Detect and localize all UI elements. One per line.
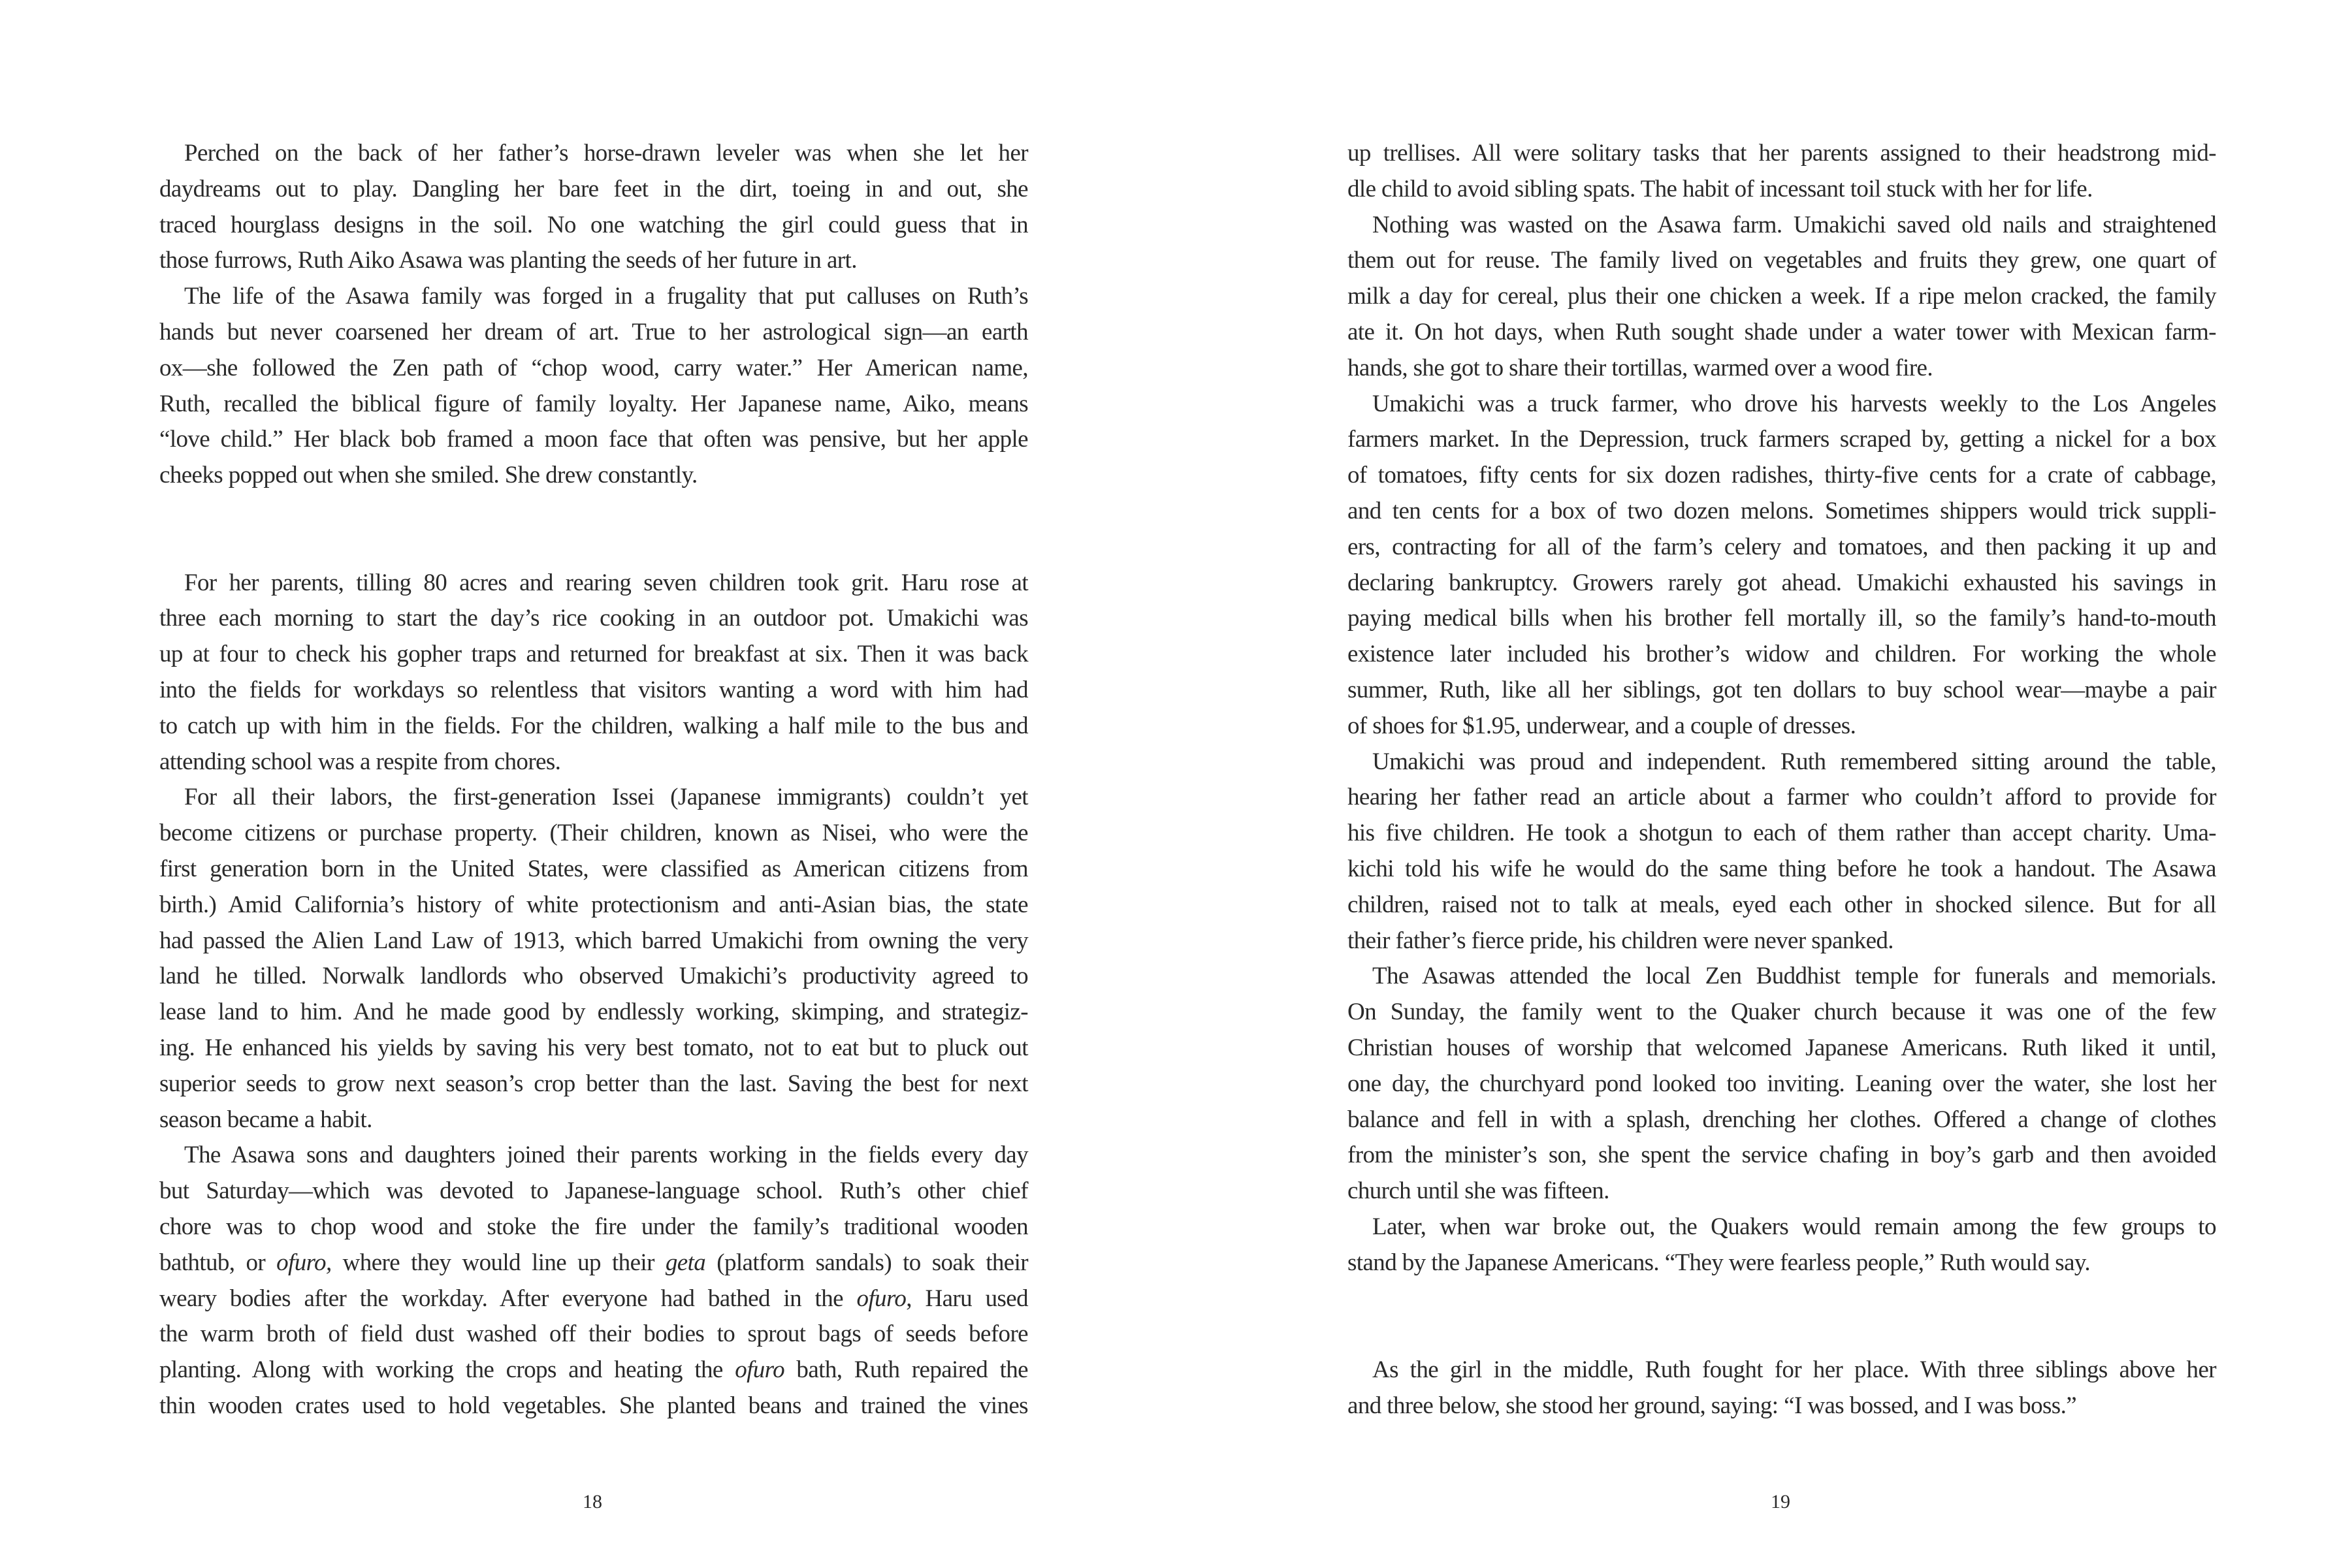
body-text-column xyxy=(1347,136,2216,1424)
section-break xyxy=(159,494,1028,530)
italic-term: ofuro xyxy=(856,1285,907,1312)
text-line: kichi told his wife he would do the same thing before he took a handout. The Asawa xyxy=(1347,855,2216,882)
text-line: superior seeds to grow next season’s crop better than the last. Saving the best for next xyxy=(159,1070,1028,1097)
paragraph-first-line: The life of the Asawa family was forged in a frugality that put calluses on Ruth’s xyxy=(184,283,1028,310)
text-line: of tomatoes, fifty cents for six dozen radishes, thirty-five cents for a crate of cabbage, xyxy=(1347,462,2216,489)
text-line: On Sunday, the family went to the Quaker church because it was one of the few xyxy=(1347,999,2216,1026)
text-run: planting. Along with working the crops and heating the xyxy=(159,1356,735,1384)
text-line xyxy=(159,1281,1028,1317)
text-line: balance and fell in with a splash, drenching her clothes. Offered a change of clothes xyxy=(1347,1106,2216,1133)
text-line: ing. He enhanced his yields by saving his very best tomato, not to eat but to pluck out xyxy=(159,1034,1028,1061)
text-line: three each morning to start the day’s rice cooking in an outdoor pot. Umakichi was xyxy=(159,605,1028,632)
page-number: 19 xyxy=(1771,1491,1790,1512)
text-line: had passed the Alien Land Law of 1913, which barred Umakichi from owning the very xyxy=(159,927,1028,954)
text-line: lease land to him. And he made good by endlessly working, skimping, and strategiz- xyxy=(159,999,1028,1026)
text-line: into the fields for workdays so relentless that visitors wanting a word with him had xyxy=(159,676,1028,703)
text-line: first generation born in the United States, were classified as American citizens from xyxy=(159,855,1028,882)
text-line: cheeks popped out when she smiled. She drew constantly. xyxy=(159,462,698,489)
text-line: chore was to chop wood and stoke the fire under the family’s traditional wooden xyxy=(159,1213,1028,1240)
section-break xyxy=(159,530,1028,566)
text-line xyxy=(159,1352,1028,1388)
text-line: become citizens or purchase property. (Their children, known as Nisei, who were the xyxy=(159,820,1028,847)
text-line: Ruth, recalled the biblical figure of family loyalty. Her Japanese name, Aiko, means xyxy=(159,390,1028,417)
text-run: (platform sandals) to soak their xyxy=(705,1249,1028,1276)
text-line: ox—she followed the Zen path of “chop wood, carry water.” Her American name, xyxy=(159,354,1028,381)
text-line: and ten cents for a box of two dozen melons. Sometimes shippers would trick suppli- xyxy=(1347,497,2216,524)
text-line: stand by the Japanese Americans. “They were fearless people,” Ruth would say. xyxy=(1347,1249,2091,1276)
text-line: up trellises. All were solitary tasks that her parents assigned to their headstrong mid- xyxy=(1347,140,2216,167)
paragraph-first-line: The Asawa sons and daughters joined their parents working in the fields every day xyxy=(184,1142,1028,1169)
text-line: birth.) Amid California’s history of white protectionism and anti-Asian bias, the state xyxy=(159,891,1028,918)
paragraph-first-line: Umakichi was proud and independent. Ruth remembered sitting around the table, xyxy=(1372,748,2216,775)
section-break xyxy=(1347,1281,2216,1317)
text-line: the warm broth of field dust washed off their bodies to sprout bags of seeds before xyxy=(159,1320,1028,1348)
text-line: ate it. On hot days, when Ruth sought shade under a water tower with Mexican farm- xyxy=(1347,318,2216,345)
page-number: 18 xyxy=(583,1491,602,1512)
paragraph-first-line: Later, when war broke out, the Quakers would remain among the few groups to xyxy=(1372,1213,2216,1240)
paragraph-first-line: The Asawas attended the local Zen Buddhist temple for funerals and memorials. xyxy=(1372,963,2216,990)
text-line: them out for reuse. The family lived on vegetables and fruits they grew, one quart of xyxy=(1347,247,2216,274)
text-run: bath, Ruth repaired the xyxy=(784,1356,1029,1384)
text-line: milk a day for cereal, plus their one chicken a week. If a ripe melon cracked, the family xyxy=(1347,283,2216,310)
body-text-column xyxy=(159,136,1028,1424)
section-break xyxy=(1347,1317,2216,1352)
text-line: of shoes for $1.95, underwear, and a couple of dresses. xyxy=(1347,712,1856,739)
text-line: existence later included his brother’s widow and children. For working the whole xyxy=(1347,641,2216,668)
text-line: “love child.” Her black bob framed a moon face that often was pensive, but her apple xyxy=(159,426,1028,453)
text-line: hands, she got to share their tortillas, warmed over a wood fire. xyxy=(1347,354,1933,381)
text-run: weary bodies after the workday. After everyone had bathed in the xyxy=(159,1285,857,1312)
text-line: to catch up with him in the fields. For the children, walking a half mile to the bus and xyxy=(159,712,1028,739)
text-line: thin wooden crates used to hold vegetables. She planted beans and trained the vines xyxy=(159,1392,1028,1419)
text-line xyxy=(159,1245,1028,1281)
text-line: traced hourglass designs in the soil. No one watching the girl could guess that in xyxy=(159,211,1028,238)
text-line: dle child to avoid sibling spats. The habit of incessant toil stuck with her for life. xyxy=(1347,175,2093,202)
text-line: up at four to check his gopher traps and returned for breakfast at six. Then it was back xyxy=(159,641,1028,668)
italic-term: ofuro xyxy=(735,1356,784,1384)
paragraph-first-line: Umakichi was a truck farmer, who drove his harvests weekly to the Los Angeles xyxy=(1372,390,2216,417)
text-line: their father’s fierce pride, his children were never spanked. xyxy=(1347,927,1893,954)
text-line: summer, Ruth, like all her siblings, got ten dollars to buy school wear—maybe a pair xyxy=(1347,676,2216,703)
text-line: land he tilled. Norwalk landlords who observed Umakichi’s productivity agreed to xyxy=(159,963,1028,990)
text-line: those furrows, Ruth Aiko Asawa was planting the seeds of her future in art. xyxy=(159,247,857,274)
text-line: farmers market. In the Depression, truck farmers scraped by, getting a nickel for a box xyxy=(1347,426,2216,453)
text-line: church until she was fifteen. xyxy=(1347,1177,1609,1205)
paragraph-first-line: Nothing was wasted on the Asawa farm. Umakichi saved old nails and straightened xyxy=(1372,211,2216,238)
text-line: daydreams out to play. Dangling her bare feet in the dirt, toeing in and out, she xyxy=(159,175,1028,202)
text-line: ers, contracting for all of the farm’s celery and tomatoes, and then packing it up and xyxy=(1347,533,2216,560)
italic-term: ofuro, xyxy=(276,1249,332,1276)
text-line: declaring bankruptcy. Growers rarely got ahead. Umakichi exhausted his savings in xyxy=(1347,569,2216,596)
paragraph-first-line: For all their labors, the first-generation Issei (Japanese immigrants) couldn’t yet xyxy=(184,784,1028,811)
text-line: but Saturday—which was devoted to Japanese-language school. Ruth’s other chief xyxy=(159,1177,1028,1205)
text-line: season became a habit. xyxy=(159,1106,372,1133)
text-line: children, raised not to talk at meals, eyed each other in shocked silence. But for all xyxy=(1347,891,2216,918)
text-run: bathtub, or xyxy=(159,1249,277,1276)
text-line: and three below, she stood her ground, saying: “I was bossed, and I was boss.” xyxy=(1347,1392,2077,1419)
paragraph-first-line: As the girl in the middle, Ruth fought for her place. With three siblings above her xyxy=(1372,1356,2216,1384)
paragraph-first-line: For her parents, tilling 80 acres and rearing seven children took grit. Haru rose at xyxy=(184,569,1028,596)
text-line: from the minister’s son, she spent the service chafing in boy’s garb and then avoided xyxy=(1347,1142,2216,1169)
italic-term: geta xyxy=(665,1249,706,1276)
text-line: attending school was a respite from chores. xyxy=(159,748,561,775)
text-line: hands but never coarsened her dream of art. True to her astrological sign—an earth xyxy=(159,318,1028,345)
text-line: one day, the churchyard pond looked too inviting. Leaning over the water, she lost her xyxy=(1347,1070,2216,1097)
right-page xyxy=(1176,0,2352,1568)
text-run: , Haru used xyxy=(906,1285,1028,1312)
text-line: Christian houses of worship that welcomed Japanese Americans. Ruth liked it until, xyxy=(1347,1034,2216,1061)
text-line: paying medical bills when his brother fell mortally ill, so the family’s hand-to-mouth xyxy=(1347,605,2216,632)
text-line: his five children. He took a shotgun to each of them rather than accept charity. Uma- xyxy=(1347,820,2216,847)
text-run: where they would line up their xyxy=(331,1249,666,1276)
text-line: hearing her father read an article about a farmer who couldn’t afford to provide for xyxy=(1347,784,2216,811)
paragraph-first-line: Perched on the back of her father’s horse-drawn leveler was when she let her xyxy=(184,140,1028,167)
